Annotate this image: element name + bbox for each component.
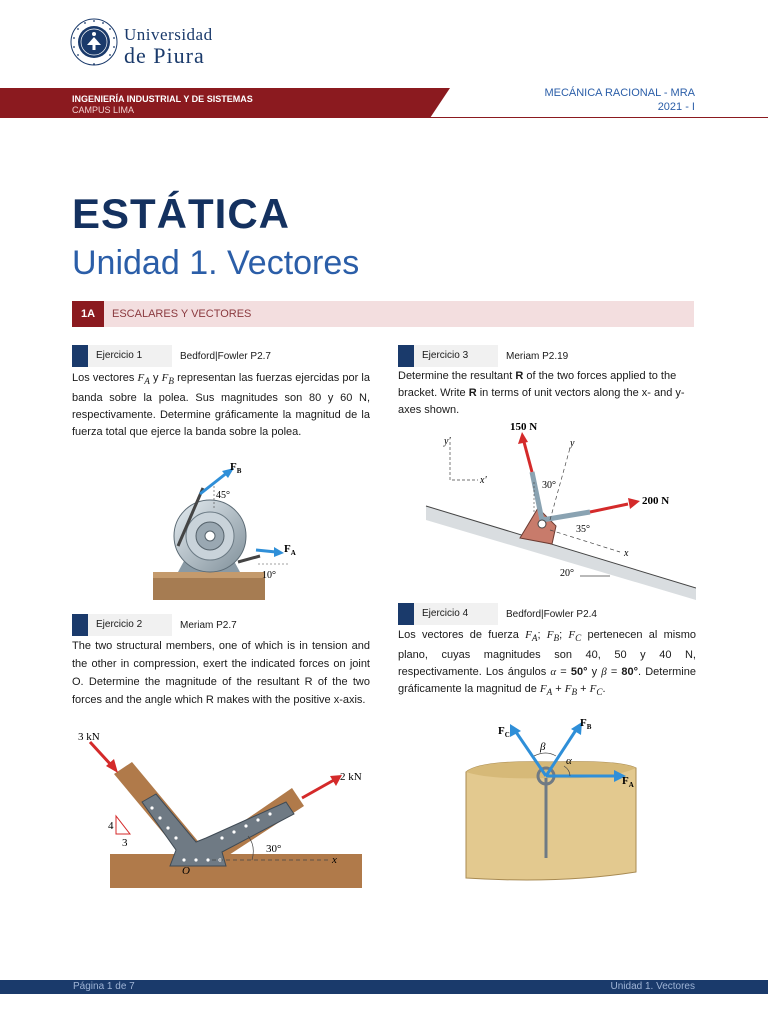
label-fa: $F_A$ <box>622 775 634 789</box>
force-3kN-arrow <box>90 742 112 766</box>
belt-lower <box>238 556 260 562</box>
page-number: Página 1 de 7 <box>73 981 135 992</box>
label-alpha: α <box>566 755 572 767</box>
label-fc: $F_C$ <box>498 725 510 739</box>
university-line1: Universidad <box>124 25 213 44</box>
label-axis-x: x <box>332 854 337 866</box>
label-y: y <box>570 438 575 449</box>
exercise-2-figure <box>72 726 372 892</box>
label-angle-10: 10° <box>262 570 276 581</box>
label-joint-O: O <box>182 865 190 877</box>
course-name: MECÁNICA RACIONAL - MRA <box>544 87 695 99</box>
base-member <box>110 854 362 888</box>
force-2kN-arrow <box>302 780 334 798</box>
label-3kN: 3 kN <box>78 731 100 743</box>
force-150N-arrow <box>524 442 532 472</box>
course-term: 2021 - I <box>657 101 695 113</box>
label-y-prime: y' <box>444 436 451 447</box>
label-angle-30: 30° <box>266 843 282 855</box>
slope-triangle <box>116 816 130 834</box>
label-fa: $F_A$ <box>284 543 296 557</box>
exercise-reference: Meriam P2.7 <box>180 620 237 631</box>
label-tri-4: 4 <box>108 820 114 832</box>
exercise-3-text: Determine the resultant R of the two forces applied to the bracket. Write R in terms of unit vectors along the x- and y-axes shown. <box>398 370 685 416</box>
label-beta: β <box>540 741 546 753</box>
page-subtitle: Unidad 1. Vectores <box>72 244 360 282</box>
exercise-label: Ejercicio 1 <box>88 345 172 367</box>
label-fb: $F_B$ <box>230 461 242 475</box>
course-info <box>544 86 695 114</box>
exercise-1-header <box>72 345 372 367</box>
exercise-marker <box>72 345 88 367</box>
label-angle-35: 35° <box>576 524 590 535</box>
wood-block <box>466 762 636 880</box>
prime-axes <box>450 442 478 480</box>
force-fa-arrow <box>256 550 276 552</box>
label-150N: 150 N <box>510 421 538 433</box>
faculty-name: INGENIERÍA INDUSTRIAL Y DE SISTEMAS <box>72 94 253 104</box>
exercise-3-figure <box>420 420 696 600</box>
campus-name: CAMPUS LIMA <box>72 105 135 115</box>
exercise-1-text: Los vectores $F_A$ y $F_B$ representan las fuerzas ejercidas por la banda sobre la polea. Sus magnitudes son 80 y 60 N, respectivamente. Determine gráficamente la magnitud de la fuerza total que ejerce la banda sobre la polea. <box>72 372 370 439</box>
exercise-4-text: Los vectores de fuerza $F_A$; $F_B$; $F_C$ pertenecen al mismo plano, cuyas magnitudes son 40, 50 y 40 N, respectivamente. Los ángulos α = 50° y β = 80°. Determine gráficamente la magnitud de $F_A + F_B + F_C$. <box>398 629 696 698</box>
bracket-arm-2 <box>542 512 590 520</box>
exercise-3-header <box>398 345 698 367</box>
university-name <box>124 26 213 67</box>
exercise-marker <box>398 345 414 367</box>
university-line2: de Piura <box>124 43 205 68</box>
exercise-marker <box>72 614 88 636</box>
force-200N-arrow <box>590 504 628 512</box>
exercise-1-figure <box>148 458 308 604</box>
label-angle-45: 45° <box>216 490 230 501</box>
label-2kN: 2 kN <box>340 771 362 783</box>
exercise-reference: Bedford|Fowler P2.4 <box>506 609 597 620</box>
exercise-label: Ejercicio 3 <box>414 345 498 367</box>
exercise-reference: Bedford|Fowler P2.7 <box>180 351 271 362</box>
exercise-label: Ejercicio 2 <box>88 614 172 636</box>
label-fb: $F_B$ <box>580 717 592 731</box>
label-angle-30: 30° <box>542 480 556 491</box>
exercise-2-header <box>72 614 372 636</box>
pulley-base <box>153 576 265 600</box>
label-x: x <box>624 548 629 559</box>
page-title: ESTÁTICA <box>72 190 290 237</box>
label-tri-3: 3 <box>122 837 128 849</box>
exercise-4-figure <box>460 712 650 884</box>
label-x-prime: x' <box>480 475 487 486</box>
header-rule <box>430 117 768 118</box>
exercise-label: Ejercicio 4 <box>414 603 498 625</box>
section-label: ESCALARES Y VECTORES <box>112 308 252 320</box>
label-angle-20: 20° <box>560 568 574 579</box>
exercise-marker <box>398 603 414 625</box>
section-tag: 1A <box>72 301 104 327</box>
footer-unit: Unidad 1. Vectores <box>610 981 695 992</box>
exercise-2-text: The two structural members, one of which is in tension and the other in compression, exert the indicated forces on joint O. Determine the magnitude of the resultant R of the two forces and the angle which R makes with the positive x-axis. <box>72 640 370 706</box>
inclined-surface <box>426 506 696 600</box>
university-logo <box>70 14 118 74</box>
exercise-4-header <box>398 603 698 625</box>
exercise-reference: Meriam P2.19 <box>506 351 569 362</box>
label-200N: 200 N <box>642 495 670 507</box>
